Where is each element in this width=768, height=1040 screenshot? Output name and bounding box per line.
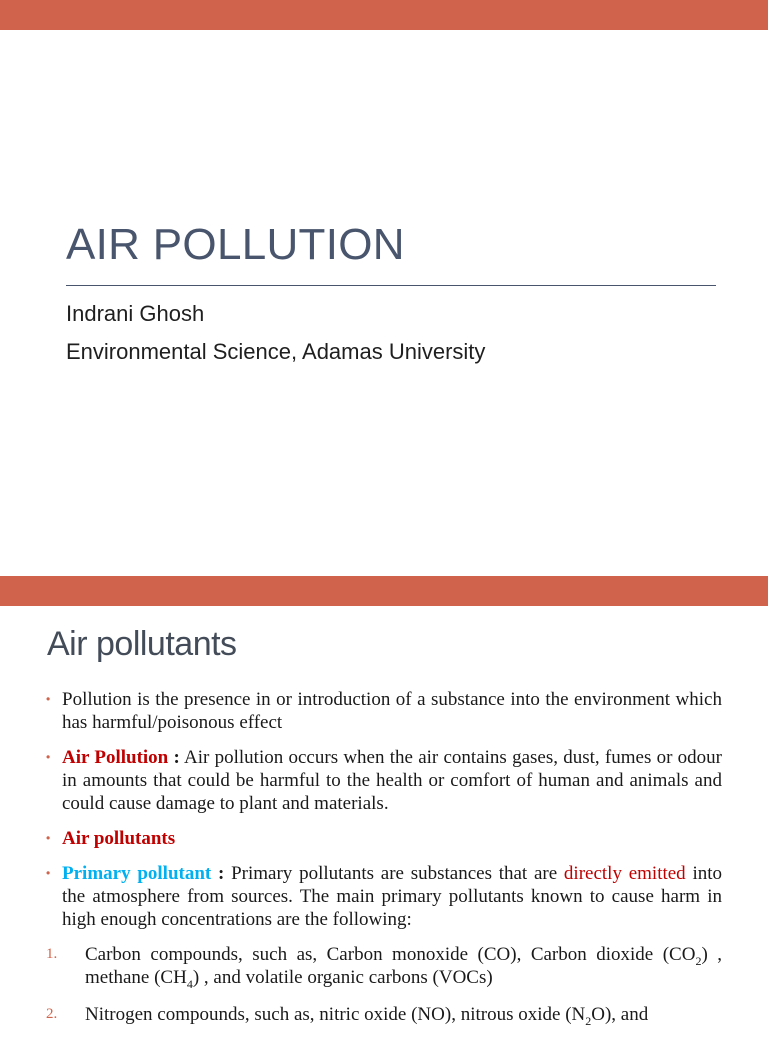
- bullet-pollution-definition: [0, 688, 768, 734]
- top-accent-bar: [0, 576, 768, 606]
- numbered-item-nitrogen: [0, 1003, 768, 1026]
- author-name: Indrani Ghosh: [66, 301, 205, 326]
- bullet-icon: •: [46, 831, 51, 845]
- term-primary-pollutant: Primary pollutant: [62, 863, 212, 884]
- bullet-text: Air pollution occurs when the air contains gases, dust, fumes or odour in amounts that could be harmful to the health or comfort of human and animals and could cause damage to plant and materials.: [62, 747, 723, 814]
- bullet-text: Primary pollutants are substances that are: [224, 863, 564, 884]
- bullet-air-pollutants: [0, 827, 768, 850]
- subscript: 2: [695, 953, 702, 968]
- subscript: 2: [585, 1013, 592, 1028]
- item-text: ) , and volatile organic carbons (VOCs): [192, 967, 493, 988]
- term-air-pollution: Air Pollution: [62, 747, 169, 768]
- item-number: 1.: [46, 946, 58, 962]
- slide-title: AIR POLLUTION: [66, 220, 405, 269]
- term-air-pollutants: Air pollutants: [62, 828, 176, 849]
- item-text: Carbon compounds, such as, Carbon monoxide (CO), Carbon dioxide (CO: [85, 944, 696, 965]
- subscript: 4: [186, 976, 193, 991]
- title-underline: [66, 285, 716, 286]
- top-accent-bar: [0, 0, 768, 30]
- term-colon: :: [168, 747, 180, 768]
- bullet-icon: •: [46, 692, 51, 706]
- item-number: 2.: [46, 1006, 58, 1022]
- bullet-air-pollution: [0, 746, 768, 815]
- bullet-icon: •: [46, 750, 51, 764]
- bullet-text: Pollution is the presence in or introduction of a substance into the environment which has harmful/poisonous effect: [62, 689, 722, 733]
- item-text: ) , methane (CH: [85, 944, 723, 988]
- item-text: Nitrogen compounds, such as, nitric oxide (NO), nitrous oxide (N: [85, 1004, 586, 1025]
- emphasis-directly-emitted: directly emitted: [563, 863, 686, 884]
- item-text: O), and: [591, 1004, 649, 1025]
- bullet-text: into the atmosphere from sources. The main primary pollutants known to cause harm in high enough concentrations are the following:: [62, 863, 722, 930]
- author-affiliation: Environmental Science, Adamas University: [66, 339, 486, 364]
- slide-body: [0, 688, 768, 1040]
- slide-heading: Air pollutants: [47, 625, 237, 663]
- numbered-item-carbon: [0, 943, 768, 989]
- term-colon: :: [211, 863, 225, 884]
- bullet-icon: •: [46, 866, 51, 880]
- bullet-primary-pollutant: [0, 862, 768, 931]
